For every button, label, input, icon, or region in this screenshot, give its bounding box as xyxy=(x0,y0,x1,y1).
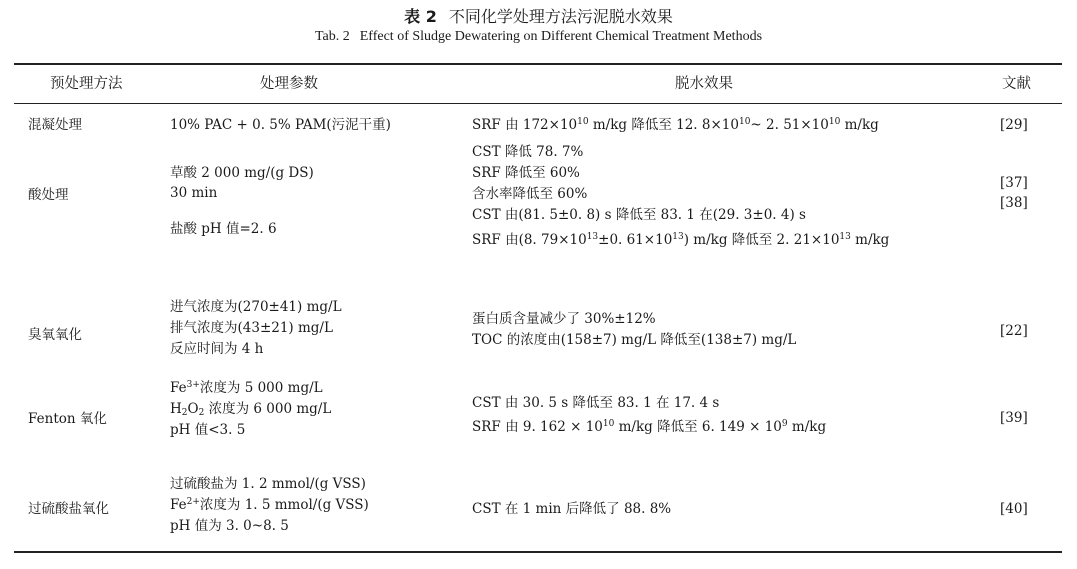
table-caption-en xyxy=(0,29,1077,45)
row-5-param-2: $Fe^{2+}$浓度为 1. 5 mmol/(g VSS) xyxy=(170,497,369,513)
row-4-effect-1: CST 由 30. 5 s 降低至 83. 1 在 17. 4 s xyxy=(472,395,720,411)
table-top-rule xyxy=(14,63,1062,65)
row-2-param-1: 草酸 2 000 mg/(g DS) xyxy=(170,165,314,181)
row-3-effect-2: TOC 的浓度由(158±7) mg/L 降低至(138±7) mg/L xyxy=(472,332,797,348)
row-2-param-3: 盐酸 pH 值=2. 6 xyxy=(170,221,277,237)
row-2-effects xyxy=(472,142,889,251)
row-2-ref-2: [38] xyxy=(1000,195,1028,211)
row-2-effect-4: CST 由(81. 5±0. 8) s 降低至 83. 1 在(29. 3±0. 4) s xyxy=(472,207,806,223)
row-4-method: Fenton 氧化 xyxy=(28,411,107,427)
row-4-effect-2: SRF 由 9. $162 \times 10^{10}$ m/kg 降低至 6. $149 \times 10^9$ m/kg xyxy=(472,419,827,435)
row-1-ref: [29] xyxy=(1000,117,1028,133)
row-2-param-2: 30 min xyxy=(170,185,218,201)
table-title-en: Effect of Sludge Dewatering on Different Chemical Treatment Methods xyxy=(359,29,763,44)
row-3-effects xyxy=(472,309,796,351)
row-3-param-3: 反应时间为 4 h xyxy=(170,341,264,357)
header-ref: 文献 xyxy=(1002,76,1031,92)
header-params: 处理参数 xyxy=(260,76,318,92)
table-title-zh: 不同化学处理方法污泥脱水效果 xyxy=(448,7,673,26)
row-1-effect: SRF 由 $172\times 10^{10}$ m/kg 降低至 12. $8\times 10^{10}\sim$ 2. $51\times 10^{10}$ m/kg xyxy=(472,117,879,133)
row-3-params xyxy=(170,297,342,360)
row-3-param-2: 排气浓度为(43±21) mg/L xyxy=(170,320,333,336)
row-1-method: 混凝处理 xyxy=(28,117,82,133)
row-2-effect-5: SRF 由(8. $79\times 10^{13}\pm 0$. $61\times 10^{13}$) m/kg 降低至 2. $21\times 10^{13}$ m/kg xyxy=(472,232,890,248)
table-header-rule xyxy=(14,103,1062,104)
table-caption-zh xyxy=(0,4,1077,27)
header-method: 预处理方法 xyxy=(50,76,123,92)
row-2-effect-2: SRF 降低至 60% xyxy=(472,165,580,181)
row-2-method: 酸处理 xyxy=(28,187,69,203)
table-label-en: Tab. 2 xyxy=(314,29,350,44)
row-3-effect-1: 蛋白质含量减少了 30%±12% xyxy=(472,311,656,327)
row-5-effect: CST 在 1 min 后降低了 88. 8% xyxy=(472,501,672,517)
row-5-param-1: 过硫酸盐为 1. 2 mmol/(g VSS) xyxy=(170,476,366,492)
row-4-param-3: pH 值<3. 5 xyxy=(170,422,246,438)
header-effect: 脱水效果 xyxy=(675,76,733,92)
row-5-ref: [40] xyxy=(1000,501,1028,517)
row-1-param: 10% PAC + 0. 5% PAM(污泥干重) xyxy=(170,117,391,133)
table-bottom-rule xyxy=(14,551,1062,553)
row-3-method: 臭氧氧化 xyxy=(28,327,82,343)
row-4-param-2: $H_2O_2$ 浓度为 6 000 mg/L xyxy=(170,401,332,418)
row-4-param-1: $Fe^{3+}$浓度为 5 000 mg/L xyxy=(170,380,323,396)
row-5-params xyxy=(170,474,369,537)
row-5-method: 过硫酸盐氧化 xyxy=(28,501,109,517)
row-2-effect-3: 含水率降低至 60% xyxy=(472,186,588,202)
row-4-params xyxy=(170,378,331,441)
table-label-zh: 表 2 xyxy=(404,7,437,26)
row-3-param-1: 进气浓度为(270±41) mg/L xyxy=(170,299,342,315)
row-3-ref: [22] xyxy=(1000,323,1028,339)
row-4-ref: [39] xyxy=(1000,410,1028,426)
row-4-effects xyxy=(472,393,826,438)
row-2-effect-1: CST 降低 78. 7% xyxy=(472,144,584,160)
row-2-ref-1: [37] xyxy=(1000,175,1028,191)
row-5-param-3: pH 值为 3. 0~8. 5 xyxy=(170,518,289,534)
